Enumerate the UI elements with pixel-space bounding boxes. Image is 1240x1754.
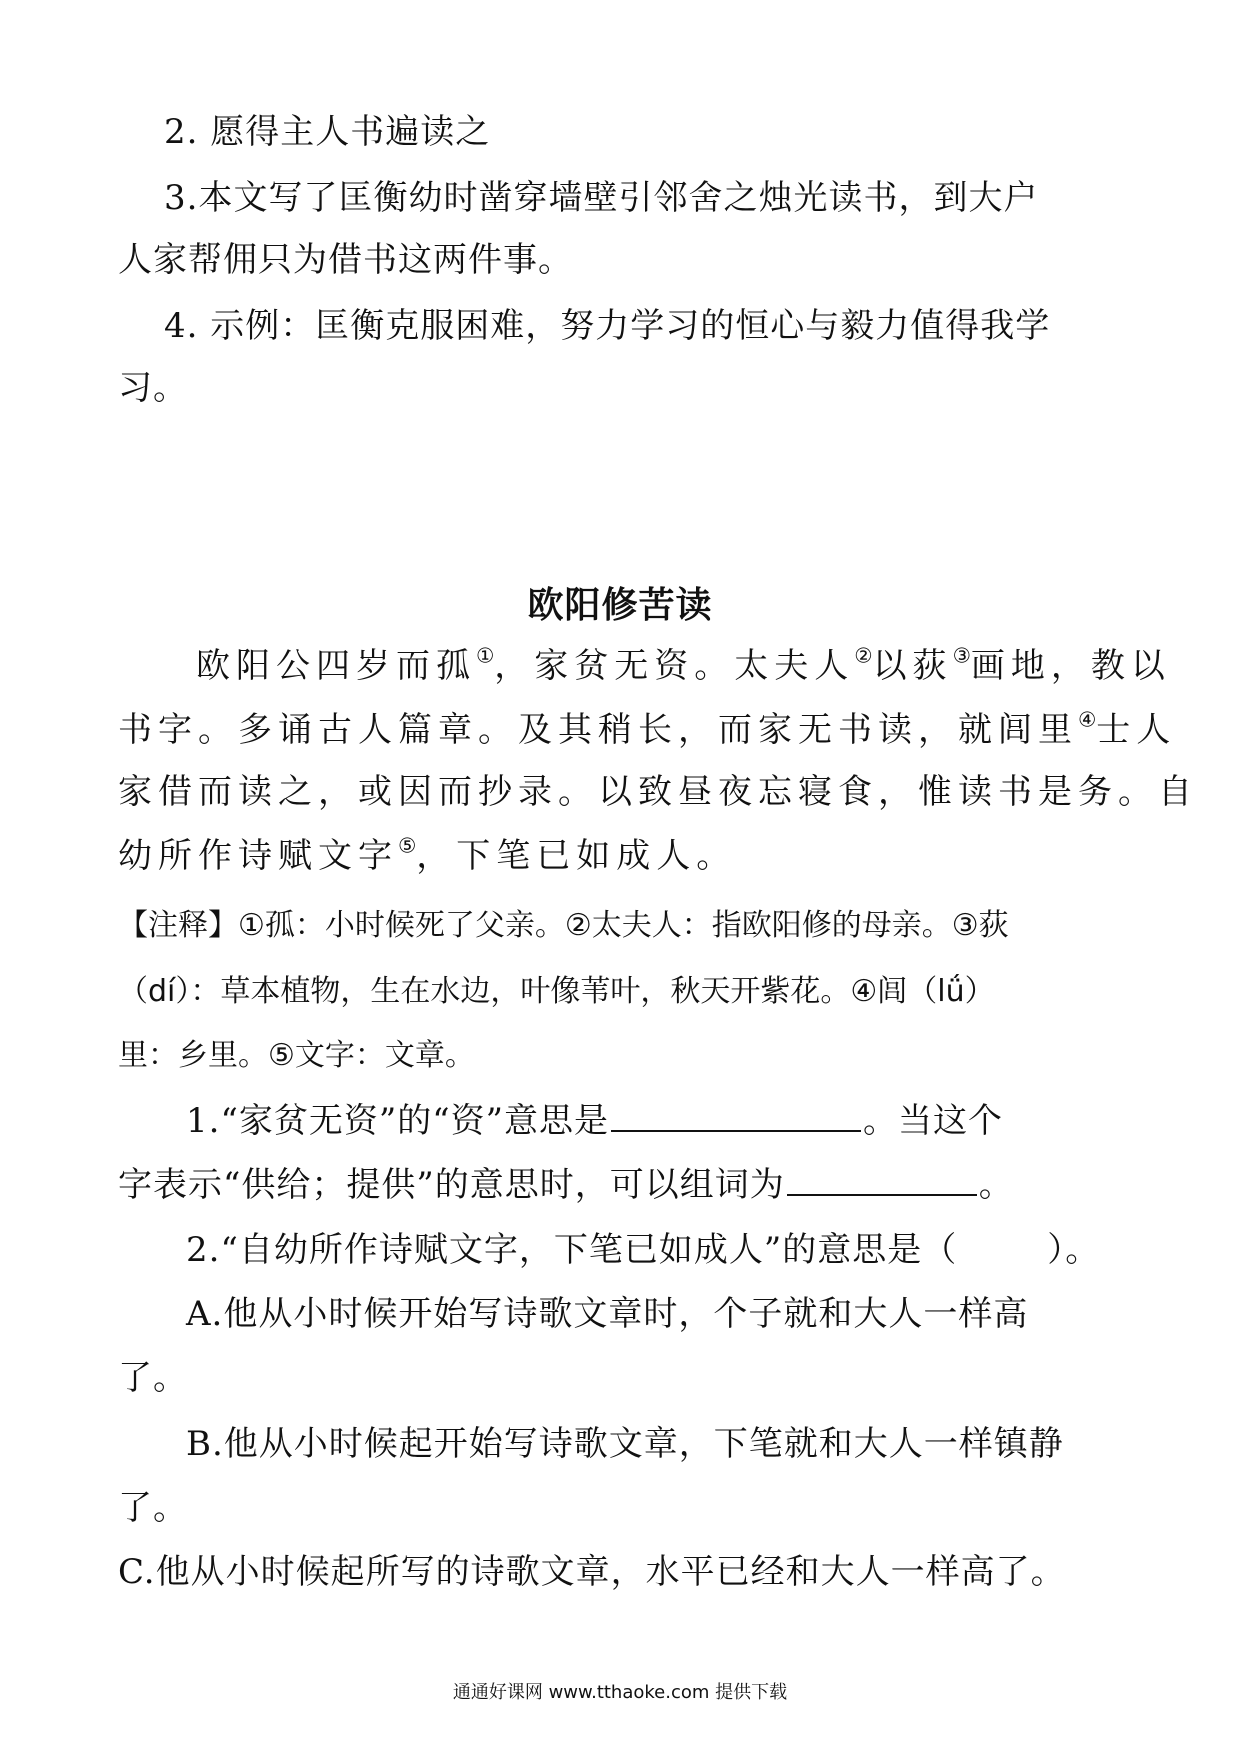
question-text: 2.“自幼所作诗赋文字，下笔已如成人”的意思是（ — [186, 1230, 958, 1270]
option-c: C.他从小时候起所写的诗歌文章，水平已经和大人一样高了。 — [118, 1552, 1066, 1592]
option-b-line-2: 了。 — [118, 1488, 188, 1528]
passage-text: 幼所作诗赋文字 — [118, 836, 398, 876]
page-footer: 通通好课网 www.tthaoke.com 提供下载 — [452, 1682, 788, 1703]
footnote-ref-2: ② — [854, 643, 873, 668]
passage-text: 画地，教以 — [970, 646, 1171, 686]
footnote-ref-4: ④ — [1078, 707, 1097, 732]
notes-line-2: （dí）：草本植物，生在水边，叶像苇叶，秋天开紫花。④闾（lǘ） — [118, 974, 995, 1009]
passage-text: 士人 — [1096, 710, 1177, 750]
question-1-line-2 — [118, 1164, 1014, 1205]
question-text: 。 — [978, 1165, 1014, 1205]
passage-text: 欧阳公四岁而孤 — [196, 646, 476, 686]
answer-item-4-line-2: 习。 — [118, 368, 188, 408]
passage-text: ，下笔已如成人。 — [416, 836, 737, 876]
passage-text: ，家贫无资。太夫人 — [494, 646, 855, 686]
answer-blank-1[interactable] — [611, 1100, 861, 1132]
question-text: 。当这个 — [862, 1101, 1003, 1141]
passage-title: 欧阳修苦读 — [527, 585, 713, 626]
notes-line-1: 【注释】①孤：小时候死了父亲。②太夫人：指欧阳修的母亲。③荻 — [118, 908, 1009, 943]
passage-line-4 — [118, 833, 737, 876]
option-b-line-1: B.他从小时候起开始写诗歌文章，下笔就和大人一样镇静 — [186, 1424, 1064, 1464]
answer-item-4-line-1: 4. 示例：匡衡克服困难，努力学习的恒心与毅力值得我学 — [164, 306, 1051, 346]
question-2 — [186, 1230, 1100, 1270]
passage-text: 以荻 — [872, 646, 953, 686]
question-1-line-1 — [186, 1100, 1003, 1141]
footnote-ref-5: ⑤ — [398, 833, 417, 858]
passage-line-3: 家借而读之，或因而抄录。以致昼夜忘寝食，惟读书是务。自 — [118, 772, 1198, 812]
answer-item-3-line-1: 3.本文写了匡衡幼时凿穿墙壁引邻舍之烛光读书，到大户 — [164, 178, 1039, 218]
option-a-line-1: A.他从小时候开始写诗歌文章时，个子就和大人一样高 — [186, 1294, 1029, 1334]
footnote-ref-3: ③ — [952, 643, 971, 668]
question-text: 1.“家贫无资”的“资”意思是 — [186, 1101, 609, 1141]
answer-item-2: 2. 愿得主人书遍读之 — [164, 112, 491, 152]
question-text: ）。 — [1047, 1230, 1101, 1270]
footnote-ref-1: ① — [476, 643, 495, 668]
passage-text: 书字。多诵古人篇章。及其稍长，而家无书读，就闾里 — [118, 710, 1078, 750]
answer-item-3-line-2: 人家帮佣只为借书这两件事。 — [118, 240, 573, 280]
passage-line-1 — [196, 643, 1171, 686]
question-text: 字表示“供给；提供”的意思时，可以组词为 — [118, 1165, 785, 1205]
answer-blank-2[interactable] — [787, 1164, 977, 1196]
passage-line-2 — [118, 707, 1177, 750]
option-a-line-2: 了。 — [118, 1358, 188, 1398]
notes-line-3: 里：乡里。⑤文字：文章。 — [118, 1038, 475, 1073]
